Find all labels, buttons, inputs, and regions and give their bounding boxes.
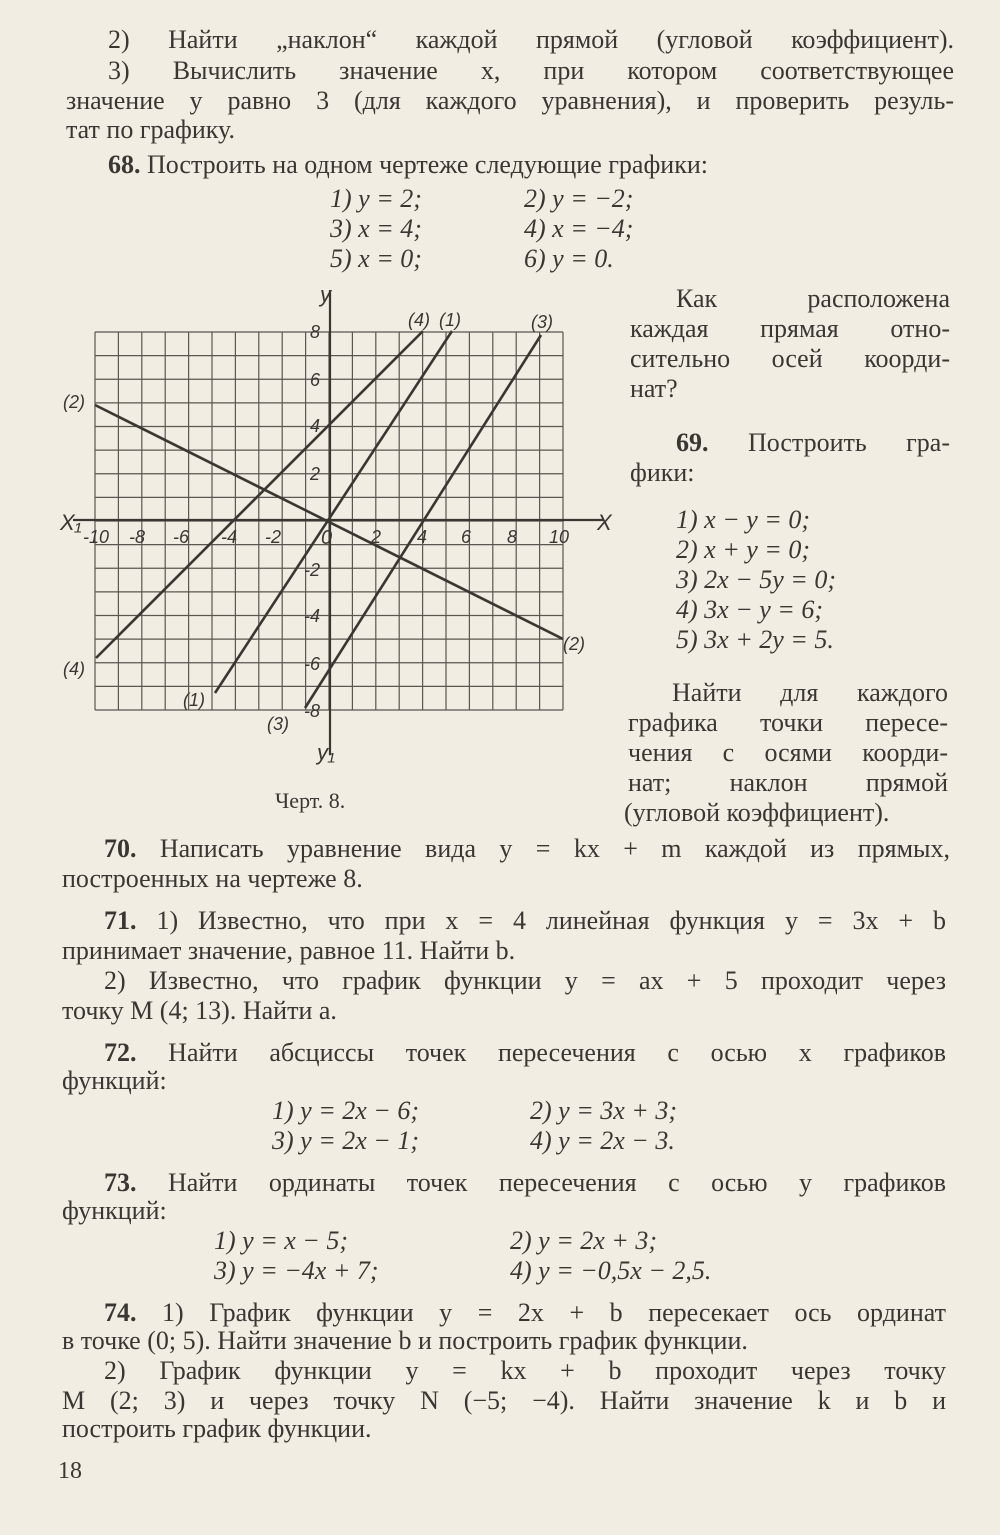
y-tick: 4 (310, 416, 321, 436)
top-line-4: тат по графику. (66, 115, 235, 144)
eq-73-3: 3) y = −4x + 7; (214, 1256, 379, 1285)
eq-72-2: 2) y = 3x + 3; (530, 1096, 677, 1125)
top-line-1: 2) Найти „наклон“ каждой прямой (угловой коэффициент). (108, 25, 954, 54)
line-label-2-left: (2) (63, 392, 85, 412)
x-tick: -4 (221, 527, 238, 547)
x-tick: -6 (173, 527, 190, 547)
eq-73-4: 4) y = −0,5x − 2,5. (510, 1256, 712, 1285)
y1-axis-label: y₁ (317, 740, 335, 765)
x-tick: -10 (83, 527, 110, 547)
x1-axis-label: X₁ (60, 510, 82, 535)
eq-69-1: 1) x − y = 0; (676, 505, 810, 534)
find-line-5: (угловой коэффициент). (624, 798, 890, 827)
x-tick: 8 (507, 527, 518, 547)
problem-72-line-2: функций: (62, 1066, 167, 1095)
question-line-3: сительно осей коорди- (630, 344, 950, 373)
eq-68-5: 5) x = 0; (330, 244, 422, 273)
x-tick: 10 (549, 527, 570, 547)
problem-text: Построить гра- (747, 428, 951, 457)
line-label-1-top: (1) (439, 310, 461, 330)
top-line-2: 3) Вычислить значение x, при котором соответствующее (108, 56, 954, 85)
problem-71-line-1 (104, 906, 946, 936)
x-tick: -2 (265, 527, 282, 547)
x-tick: -8 (129, 527, 146, 547)
eq-72-4: 4) y = 2x − 3. (530, 1126, 675, 1155)
problem-number: 68. (108, 150, 141, 179)
problem-71-line-3: 2) Известно, что график функции y = ax + 5 проходит через (104, 966, 946, 995)
eq-68-4: 4) x = −4; (524, 214, 634, 243)
problem-text: Построить на одном чертеже следующие графики: (147, 150, 708, 179)
problem-72-line-1 (104, 1038, 946, 1068)
problem-70-line-2: построенных на чертеже 8. (62, 864, 363, 893)
problem-74-line-1 (104, 1298, 946, 1328)
y-tick: 6 (310, 370, 321, 390)
question-line-1: Как расположена (676, 284, 950, 313)
top-line-3: значение y равно 3 (для каждого уравнения), и проверить резуль- (66, 86, 954, 115)
find-line-1: Найти для каждого (672, 678, 948, 707)
figure-caption: Черт. 8. (275, 788, 346, 813)
y-tick: -2 (304, 560, 321, 580)
problem-text: Найти ординаты точек пересечения с осью y графиков (167, 1168, 946, 1197)
eq-72-1: 1) y = 2x − 6; (272, 1096, 419, 1125)
eq-68-6: 6) y = 0. (524, 244, 614, 273)
find-line-2: графика точки пересе- (628, 708, 948, 737)
x-tick: 6 (461, 527, 472, 547)
page-number: 18 (58, 1458, 82, 1484)
problem-number: 72. (104, 1038, 137, 1067)
x-tick: 4 (417, 527, 428, 547)
figure-8-graph (55, 280, 615, 770)
problem-number: 71. (104, 906, 137, 935)
problem-text: 1) График функции y = 2x + b пересекает ось ординат (162, 1298, 946, 1327)
eq-69-4: 4) 3x − y = 6; (676, 595, 823, 624)
eq-69-5: 5) 3x + 2y = 5. (676, 625, 834, 654)
problem-number: 74. (104, 1298, 137, 1327)
problem-74-line-5: построить график функции. (62, 1414, 372, 1443)
problem-69-line-2: фики: (630, 458, 695, 487)
eq-72-3: 3) y = 2x − 1; (272, 1126, 419, 1155)
eq-68-1: 1) y = 2; (330, 184, 422, 213)
problem-70-line-1 (104, 834, 950, 864)
problem-74-line-3: 2) График функции y = kx + b проходит через точку (104, 1356, 946, 1385)
problem-number: 73. (104, 1168, 137, 1197)
line-4 (96, 331, 423, 658)
line-label-2-right: (2) (563, 634, 585, 654)
line-label-3-top: (3) (531, 312, 553, 332)
problem-text: Найти абсциссы точек пересечения с осью x графиков (168, 1038, 946, 1067)
eq-73-2: 2) y = 2x + 3; (510, 1226, 657, 1255)
y-tick: -4 (304, 606, 321, 626)
x-axis-label: X (597, 510, 612, 535)
eq-73-1: 1) y = x − 5; (214, 1226, 348, 1255)
problem-text: 1) Известно, что при x = 4 линейная функция y = 3x + b (156, 906, 947, 935)
find-line-4: нат; наклон прямой (628, 768, 948, 797)
problem-71-line-2: принимает значение, равное 11. Найти b. (62, 936, 516, 965)
eq-69-2: 2) x + y = 0; (676, 535, 810, 564)
problem-69-line-1 (676, 428, 950, 458)
eq-68-3: 3) x = 4; (330, 214, 422, 243)
y-tick: -8 (304, 701, 321, 721)
problem-71-line-4: точку M (4; 13). Найти a. (62, 996, 337, 1025)
question-line-2: каждая прямая отно- (630, 314, 950, 343)
line-label-4-top: (4) (408, 310, 430, 330)
problem-text: Написать уравнение вида y = kx + m каждой из прямых, (159, 834, 950, 863)
problem-number: 70. (104, 834, 137, 863)
eq-68-2: 2) y = −2; (524, 184, 634, 213)
y-axis-label: y (320, 282, 331, 307)
y-tick: -6 (304, 654, 321, 674)
y-tick: 8 (310, 322, 321, 342)
line-label-1-bottom: (1) (183, 690, 205, 710)
line-label-3-bottom: (3) (267, 714, 289, 734)
origin-label: 0 (321, 527, 333, 549)
y-tick: 2 (310, 464, 321, 484)
problem-74-line-2: в точке (0; 5). Найти значение b и построить график функции. (62, 1326, 748, 1355)
x-tick: 2 (371, 527, 382, 547)
line-label-4-bottom: (4) (63, 659, 85, 679)
problem-68 (108, 150, 708, 180)
question-line-4: нат? (630, 374, 678, 403)
problem-73-line-1 (104, 1168, 946, 1198)
find-line-3: чения с осями коорди- (628, 738, 948, 767)
problem-number: 69. (676, 428, 709, 457)
problem-74-line-4: M (2; 3) и через точку N (−5; −4). Найти значение k и b и (62, 1386, 946, 1415)
problem-73-line-2: функций: (62, 1196, 167, 1225)
eq-69-3: 3) 2x − 5y = 0; (676, 565, 836, 594)
